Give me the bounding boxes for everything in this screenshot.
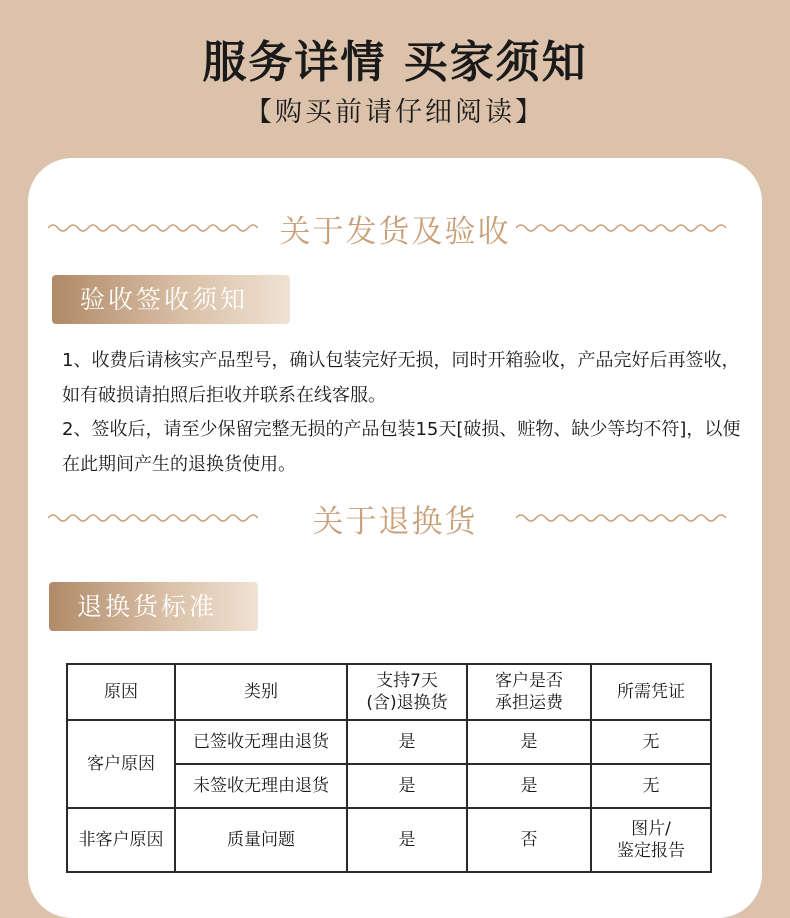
freight-cell: 否 xyxy=(467,808,591,872)
proof-line1: 图片/ xyxy=(631,819,671,839)
reason-cell: 客户原因 xyxy=(67,720,175,808)
returns-section-heading xyxy=(0,497,790,547)
page-title: 服务详情 买家须知 xyxy=(202,37,588,88)
category-cell: 已签收无理由退货 xyxy=(175,720,347,764)
header-freight xyxy=(467,664,591,720)
category-cell: 未签收无理由退货 xyxy=(175,764,347,808)
header-seven-day xyxy=(347,664,467,720)
reason-cell: 非客户原因 xyxy=(67,808,175,872)
header-freight-line2: 承担运费 xyxy=(495,693,563,713)
wave-divider-icon xyxy=(516,221,726,235)
freight-cell: 是 xyxy=(467,720,591,764)
table-row xyxy=(67,720,711,764)
returns-table xyxy=(66,663,712,873)
proof-line2: 鉴定报告 xyxy=(617,841,685,861)
shipping-section-heading xyxy=(0,207,790,257)
returns-standard-badge: 退换货标准 xyxy=(49,582,258,631)
header-freight-line1: 客户是否 xyxy=(495,671,563,691)
returns-heading-text: 关于退换货 xyxy=(312,504,478,540)
header-seven-day-line1: 支持7天 xyxy=(376,671,438,691)
shipping-item-2: 2、签收后，请至少保留完整无损的产品包装15天[破损、赃物、缺少等均不符]，以便在此期间产生的退换货使用。 xyxy=(62,419,741,475)
seven-day-cell: 是 xyxy=(347,808,467,872)
table-header-row xyxy=(67,664,711,720)
header-proof: 所需凭证 xyxy=(591,664,711,720)
proof-cell xyxy=(591,808,711,872)
inspection-badge: 验收签收须知 xyxy=(52,275,290,324)
seven-day-cell: 是 xyxy=(347,720,467,764)
shipping-heading-text: 关于发货及验收 xyxy=(279,214,511,250)
proof-cell: 无 xyxy=(591,720,711,764)
seven-day-cell: 是 xyxy=(347,764,467,808)
shipping-item-1: 1、收费后请核实产品型号，确认包装完好无损，同时开箱验收，产品完好后再签收，如有破损请拍照后拒收并联系在线客服。 xyxy=(62,350,740,406)
header-category: 类别 xyxy=(175,664,347,720)
table-row xyxy=(67,808,711,872)
freight-cell: 是 xyxy=(467,764,591,808)
category-cell: 质量问题 xyxy=(175,808,347,872)
page-subtitle: 【购买前请仔细阅读】 xyxy=(245,97,545,128)
header-seven-day-line2: (含)退换货 xyxy=(366,693,448,713)
header-reason: 原因 xyxy=(67,664,175,720)
wave-divider-icon xyxy=(516,511,726,525)
proof-cell: 无 xyxy=(591,764,711,808)
